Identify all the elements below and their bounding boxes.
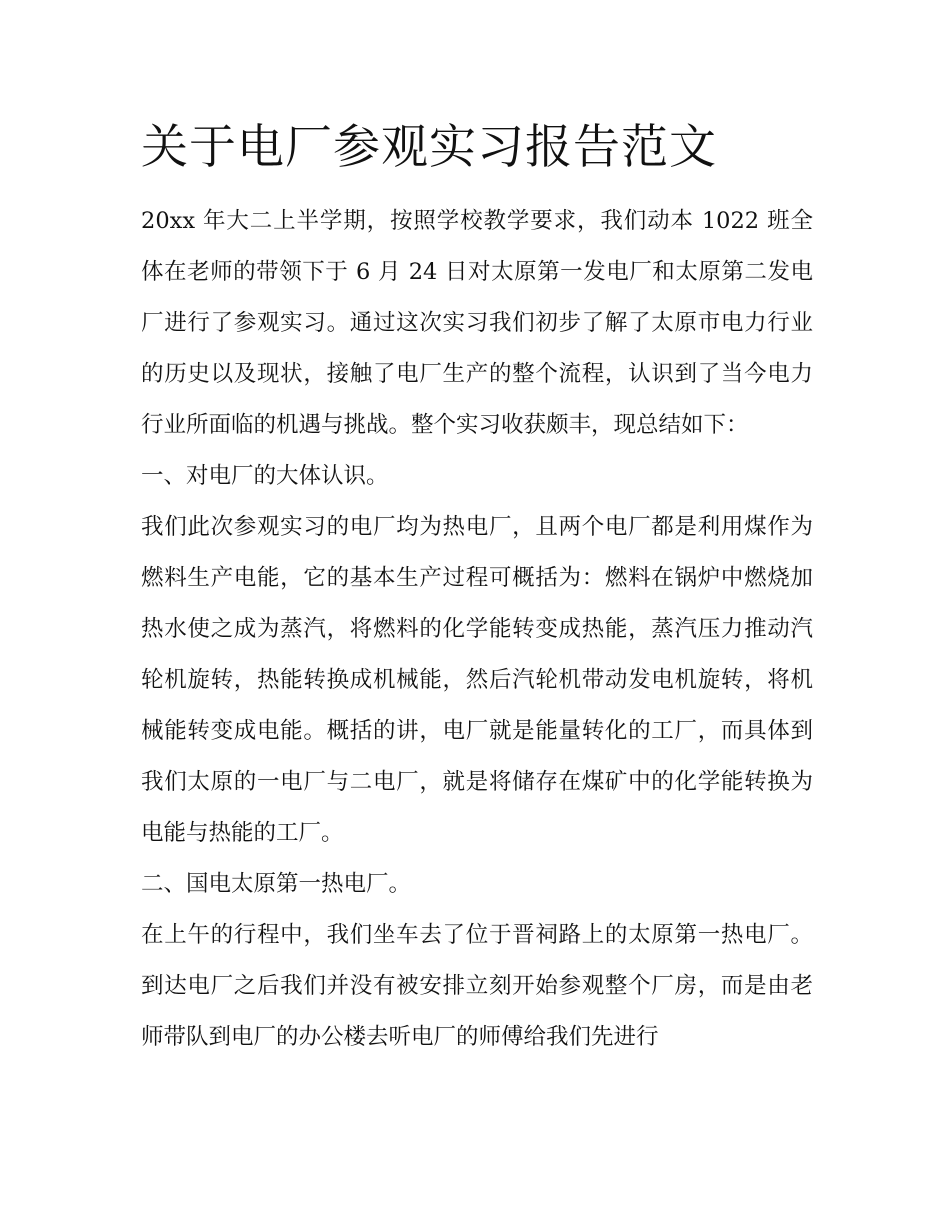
intro-paragraph: 20xx 年大二上半学期，按照学校教学要求，我们动本 1022 班全体在老师的带领下于 6 月 24 日对太原第一发电厂和太原第二发电厂进行了参观实习。通过这次实习我们初步了解了太原市电力行业的历史以及现状，接触了电厂生产的整个流程，认识到了当今电力行业所面临的机遇与挑战。整个实习收获颇丰，现总结如下： [141,208,813,438]
section-2-paragraph: 在上午的行程中，我们坐车去了位于晋祠路上的太原第一热电厂。到达电厂之后我们并没有被安排立刻开始参观整个厂房，而是由老师带队到电厂的办公楼去听电厂的师傅给我们先进行 [141,922,813,1050]
document-title: 关于电厂参观实习报告范文 [141,120,717,175]
section-1-paragraph: 我们此次参观实习的电厂均为热电厂，且两个电厂都是利用煤作为燃料生产电能，它的基本生产过程可概括为：燃料在锅炉中燃烧加热水使之成为蒸汽，将燃料的化学能转变成热能，蒸汽压力推动汽轮机旋转，热能转换成机械能，然后汽轮机带动发电机旋转，将机械能转变成电能。概括的讲，电厂就是能量转化的工厂，而具体到我们太原的一电厂与二电厂，就是将储存在煤矿中的化学能转换为电能与热能的工厂。 [141,514,813,846]
document-page [141,112,813,1063]
section-heading-1: 一、对电厂的大体认识。 [141,463,389,489]
section-heading-2: 二、国电太原第一热电厂。 [141,871,412,897]
